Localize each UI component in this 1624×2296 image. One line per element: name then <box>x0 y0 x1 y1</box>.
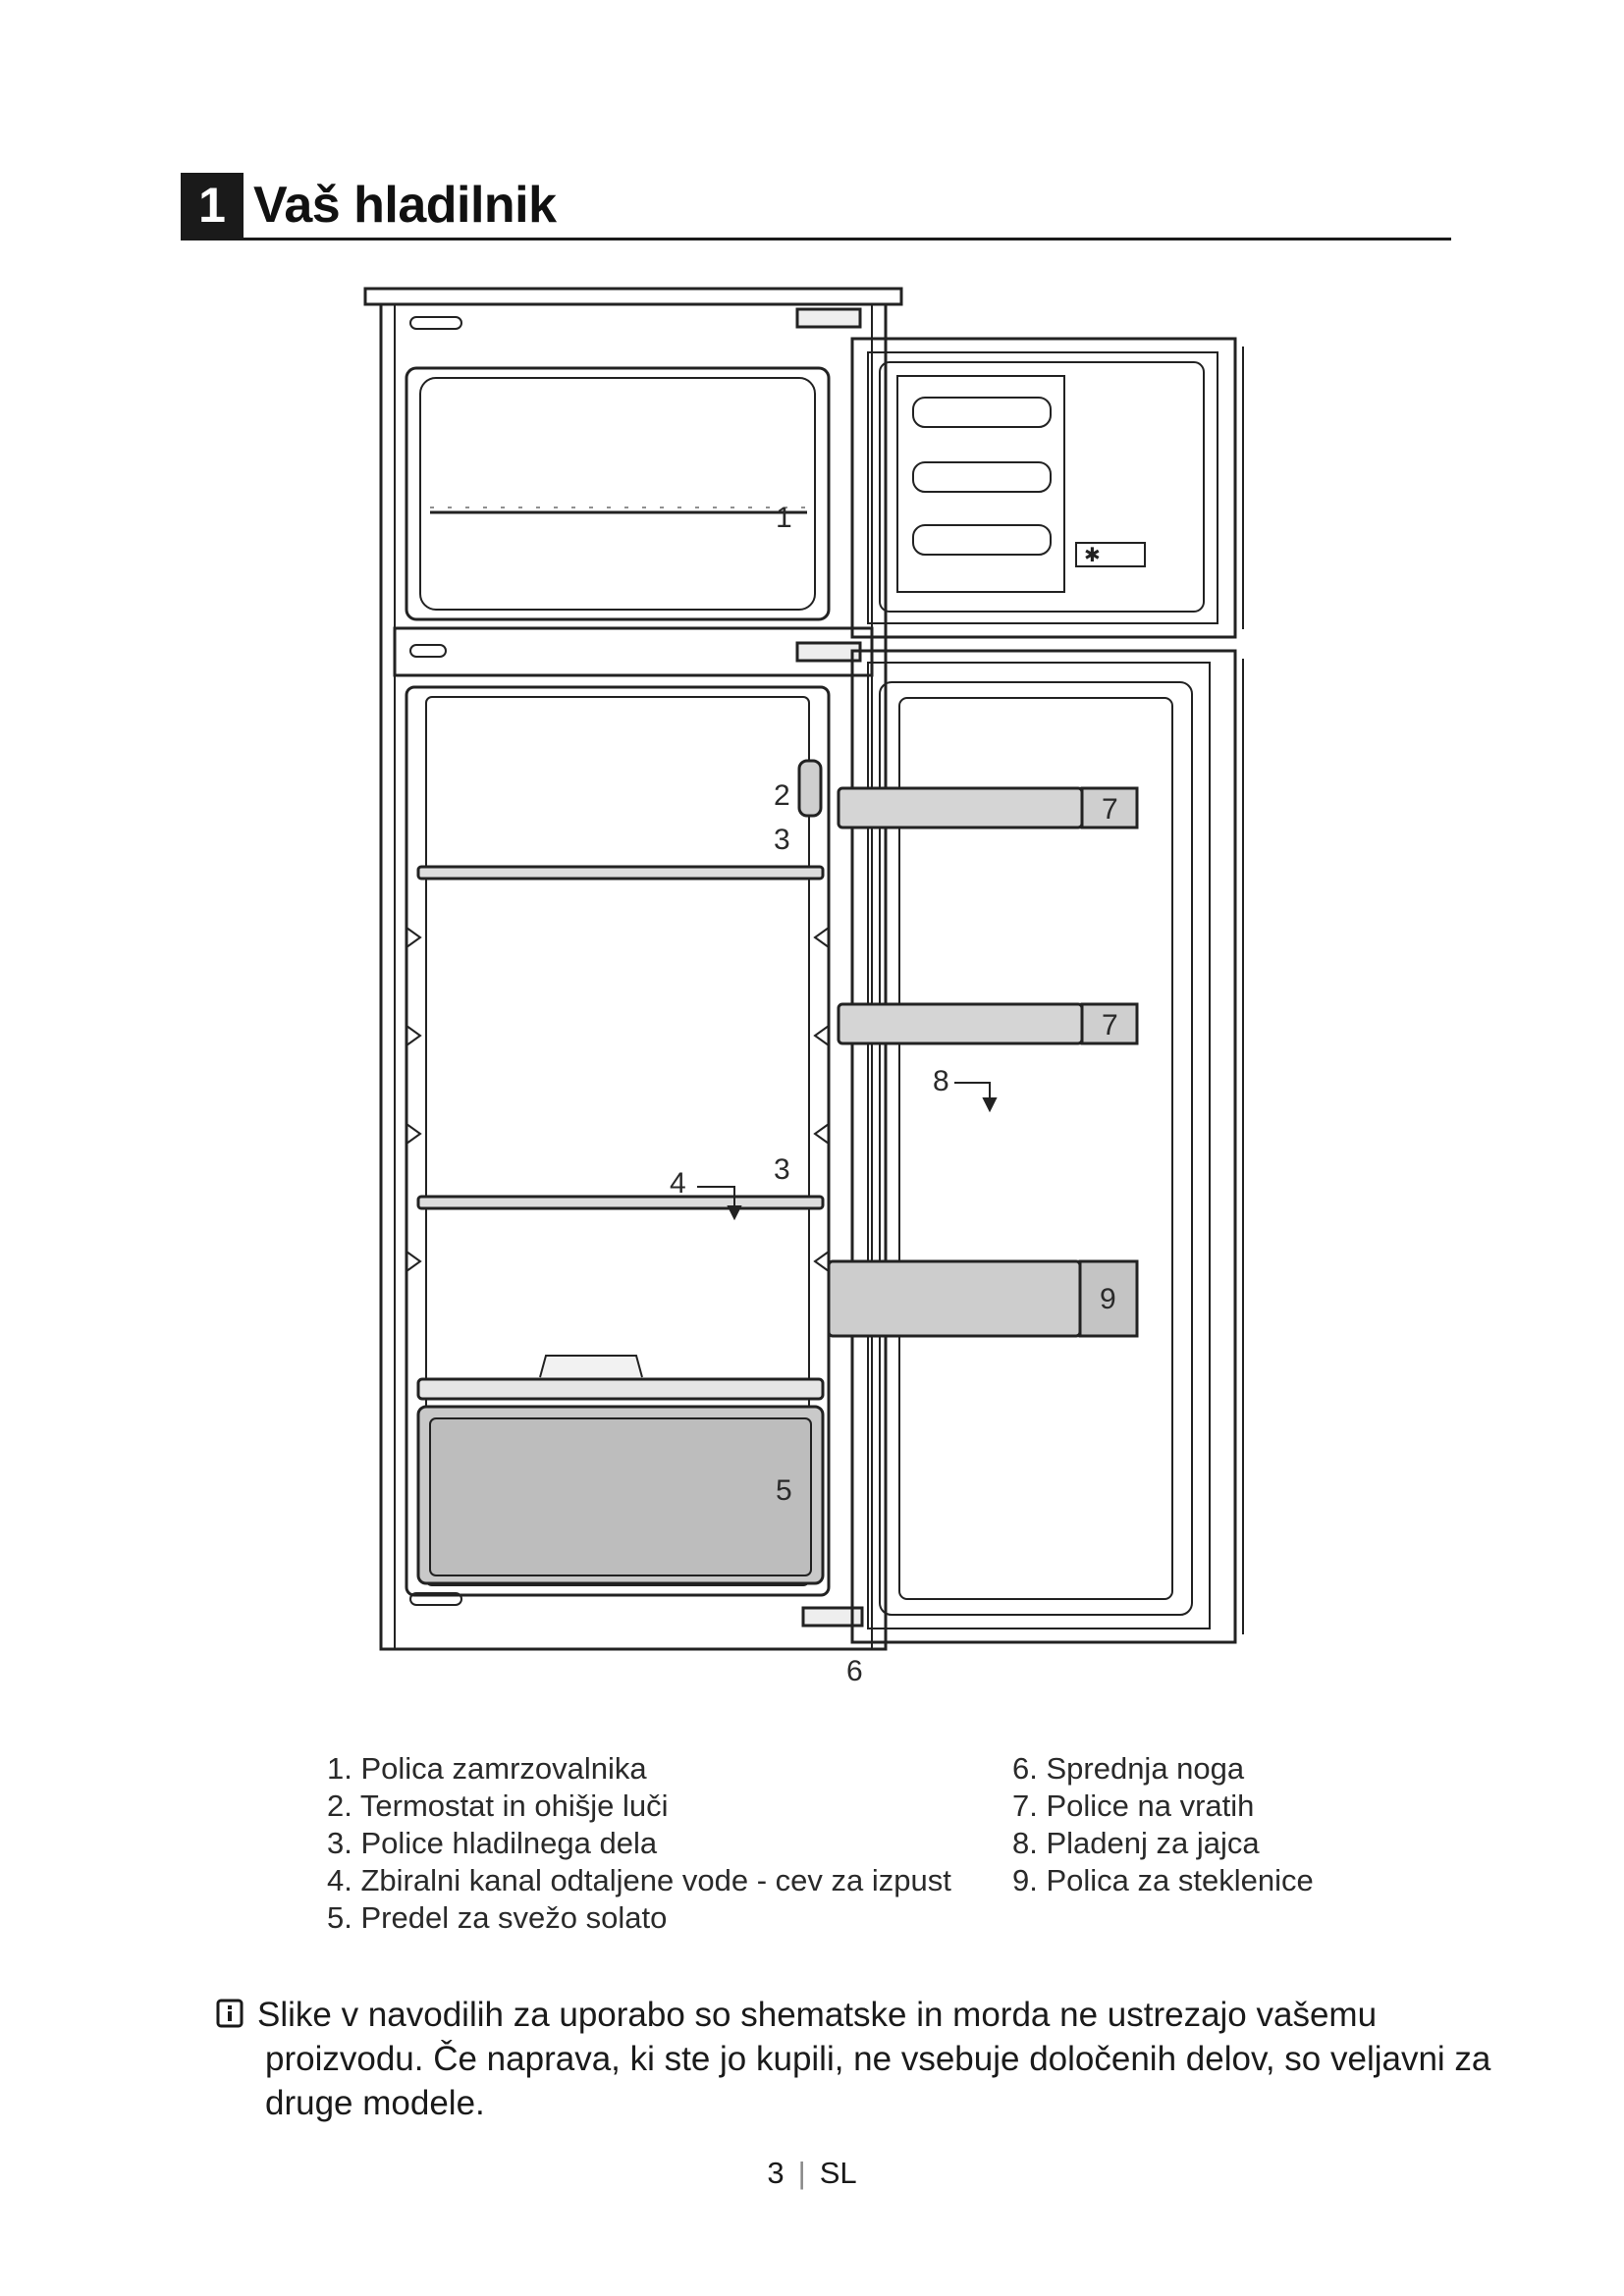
door-shelf-upper <box>839 788 1082 828</box>
page-footer <box>0 2156 1624 2191</box>
door-shelf-middle <box>839 1004 1082 1043</box>
callout-3-lower: 3 <box>774 1153 790 1186</box>
refrigerator-illustration <box>353 280 1257 1703</box>
callout-9: 9 <box>1100 1283 1116 1315</box>
crisper-cover <box>418 1379 823 1399</box>
legend-item: 2. Termostat in ohišje luči <box>327 1789 669 1823</box>
section-header <box>181 173 1451 240</box>
page-number: 3 <box>767 2156 785 2190</box>
refrigerator-diagram <box>353 280 1257 1703</box>
callout-7-lower: 7 <box>1102 1009 1118 1041</box>
info-icon <box>216 1999 244 2028</box>
callout-1: 1 <box>776 502 792 534</box>
top-rail <box>365 289 901 304</box>
note-line: druge modele. <box>265 2084 485 2122</box>
note-line: proizvodu. Če naprava, ki ste jo kupili, ne vsebuje določenih delov, so veljavni za <box>265 2040 1491 2078</box>
legend-right <box>1012 1750 1314 1899</box>
callout-3-upper: 3 <box>774 824 790 856</box>
legend-item: 1. Polica zamrzovalnika <box>327 1751 647 1786</box>
legend-item: 4. Zbiralni kanal odtaljene vode - cev za izpust <box>327 1863 951 1897</box>
bottle-shelf <box>829 1261 1080 1336</box>
note-line: Slike v navodilih za uporabo so shematske in morda ne ustrezajo vašemu <box>257 1996 1378 2034</box>
fridge-shelf-lower <box>418 1197 823 1208</box>
legend-item: 7. Police na vratih <box>1012 1789 1255 1823</box>
svg-text:✱: ✱ <box>1084 545 1101 566</box>
section-number: 1 <box>181 173 244 238</box>
legend-left <box>327 1750 951 1937</box>
fridge-shelf-upper <box>418 867 823 879</box>
callout-8: 8 <box>933 1065 949 1097</box>
drain-channel <box>540 1356 642 1377</box>
thermostat-housing <box>799 761 821 816</box>
footer-separator: | <box>797 2156 806 2190</box>
legend-item: 8. Pladenj za jajca <box>1012 1826 1260 1860</box>
legend-item: 9. Polica za steklenice <box>1012 1863 1314 1897</box>
freezer-compartment <box>406 368 829 619</box>
middle-hinge <box>797 643 860 661</box>
legend-item: 6. Sprednja noga <box>1012 1751 1245 1786</box>
callout-5: 5 <box>776 1474 792 1507</box>
section-title: Vaš hladilnik <box>253 177 557 234</box>
callout-7-upper: 7 <box>1102 793 1118 826</box>
callout-4: 4 <box>670 1167 686 1200</box>
top-hinge <box>797 309 860 327</box>
legend-item: 3. Police hladilnega dela <box>327 1826 658 1860</box>
language-code: SL <box>819 2156 857 2190</box>
callout-2: 2 <box>774 779 790 812</box>
ice-tray-holder <box>897 376 1064 592</box>
legend-item: 5. Predel za svežo solato <box>327 1900 668 1935</box>
callout-6: 6 <box>846 1655 863 1687</box>
info-note <box>216 1993 1532 2125</box>
